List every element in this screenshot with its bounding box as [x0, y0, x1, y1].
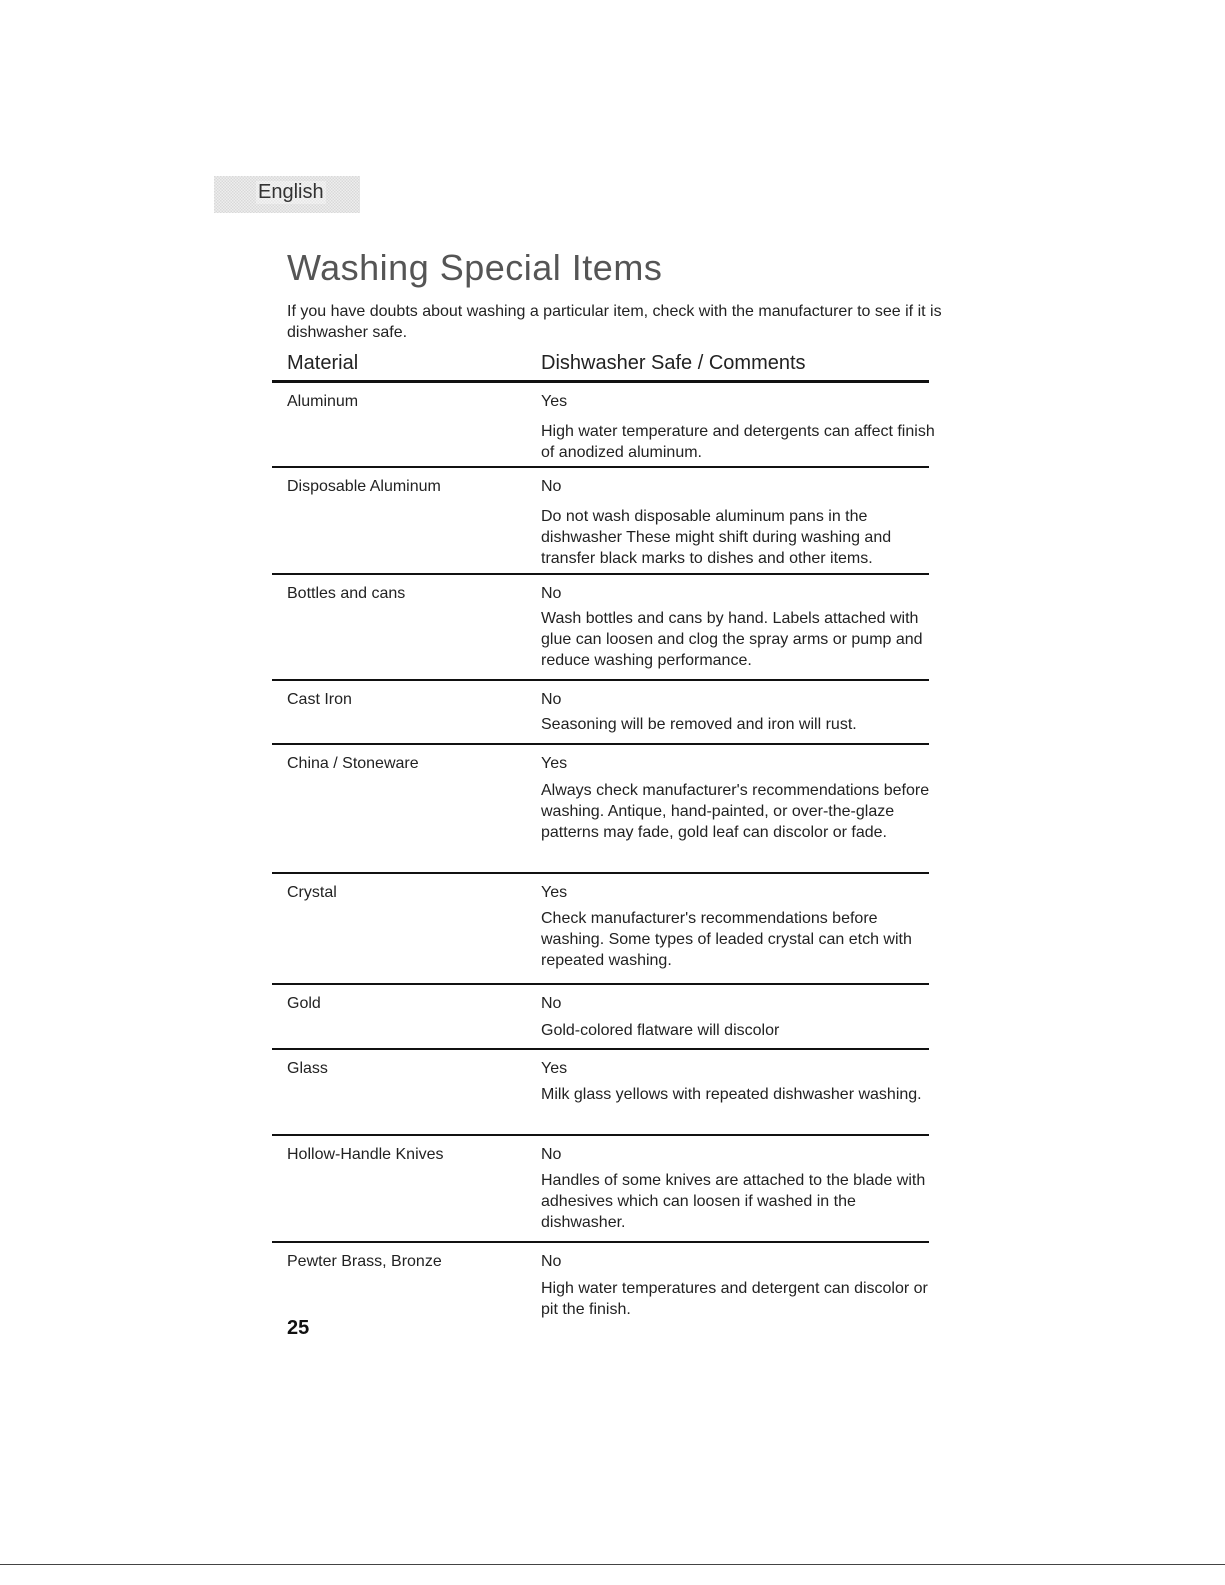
page-bottom-rule [0, 1564, 1225, 1565]
header-material: Material [287, 352, 359, 374]
material-cell: Pewter Brass, Bronze [287, 1253, 442, 1270]
language-tab-label: English [258, 181, 324, 203]
header-dishwasher-safe: Dishwasher Safe / Comments [541, 352, 806, 374]
table-row [272, 681, 929, 745]
safe-cell: No [541, 478, 562, 495]
safe-cell: No [541, 995, 562, 1012]
material-cell: Crystal [287, 884, 337, 901]
safe-cell: No [541, 585, 562, 602]
material-cell: Cast Iron [287, 691, 352, 708]
table-row [272, 1050, 929, 1136]
comment-cell: Milk glass yellows with repeated dishwasher washing. [541, 1086, 922, 1103]
table-row [272, 1136, 929, 1243]
material-cell: Glass [287, 1060, 328, 1077]
comment-cell: Check manufacturer's recommendations before washing. Some types of leaded crystal can etch with repeated washing. [541, 910, 912, 969]
table-row [272, 383, 935, 468]
material-cell: Gold [287, 995, 321, 1012]
table-row [272, 575, 929, 681]
safe-cell: No [541, 1146, 562, 1163]
comment-cell: Do not wash disposable aluminum pans in the dishwasher These might shift during washing and transfer black marks to dishes and other items. [541, 508, 892, 567]
language-tab [214, 176, 360, 213]
table-row [272, 468, 929, 575]
material-cell: Disposable Aluminum [287, 478, 441, 495]
table-row [272, 985, 929, 1050]
comment-cell: Always check manufacturer's recommendations before washing. Antique, hand-painted, or over-the-glaze patterns may fade, gold leaf can discolor or fade. [541, 782, 930, 841]
material-cell: Bottles and cans [287, 585, 406, 602]
material-cell: Hollow-Handle Knives [287, 1146, 444, 1163]
table-row [272, 1243, 929, 1329]
table-row [272, 874, 929, 985]
special-items-table [272, 352, 935, 1329]
safe-cell: No [541, 691, 562, 708]
safe-cell: Yes [541, 1060, 568, 1077]
intro-paragraph: If you have doubts about washing a particular item, check with the manufacturer to see if it is dishwasher safe. [287, 303, 942, 341]
comment-cell: Handles of some knives are attached to the blade with adhesives which can loosen if washed in the dishwasher. [541, 1172, 926, 1231]
page-title: Washing Special Items [287, 247, 663, 288]
comment-cell: Wash bottles and cans by hand. Labels attached with glue can loosen and clog the spray arms or pump and reduce washing performance. [541, 610, 923, 669]
comment-cell: High water temperature and detergents can affect finish of anodized aluminum. [541, 423, 935, 461]
material-cell: Aluminum [287, 393, 359, 410]
safe-cell: Yes [541, 884, 568, 901]
page-number: 25 [287, 1317, 310, 1339]
table-header [272, 352, 929, 383]
comment-cell: Seasoning will be removed and iron will rust. [541, 716, 857, 733]
comment-cell: High water temperatures and detergent can discolor or pit the finish. [541, 1280, 928, 1318]
table-row [272, 745, 929, 874]
comment-cell: Gold-colored flatware will discolor [541, 1022, 780, 1039]
safe-cell: Yes [541, 755, 568, 772]
safe-cell: No [541, 1253, 562, 1270]
safe-cell: Yes [541, 393, 568, 410]
material-cell: China / Stoneware [287, 755, 419, 772]
